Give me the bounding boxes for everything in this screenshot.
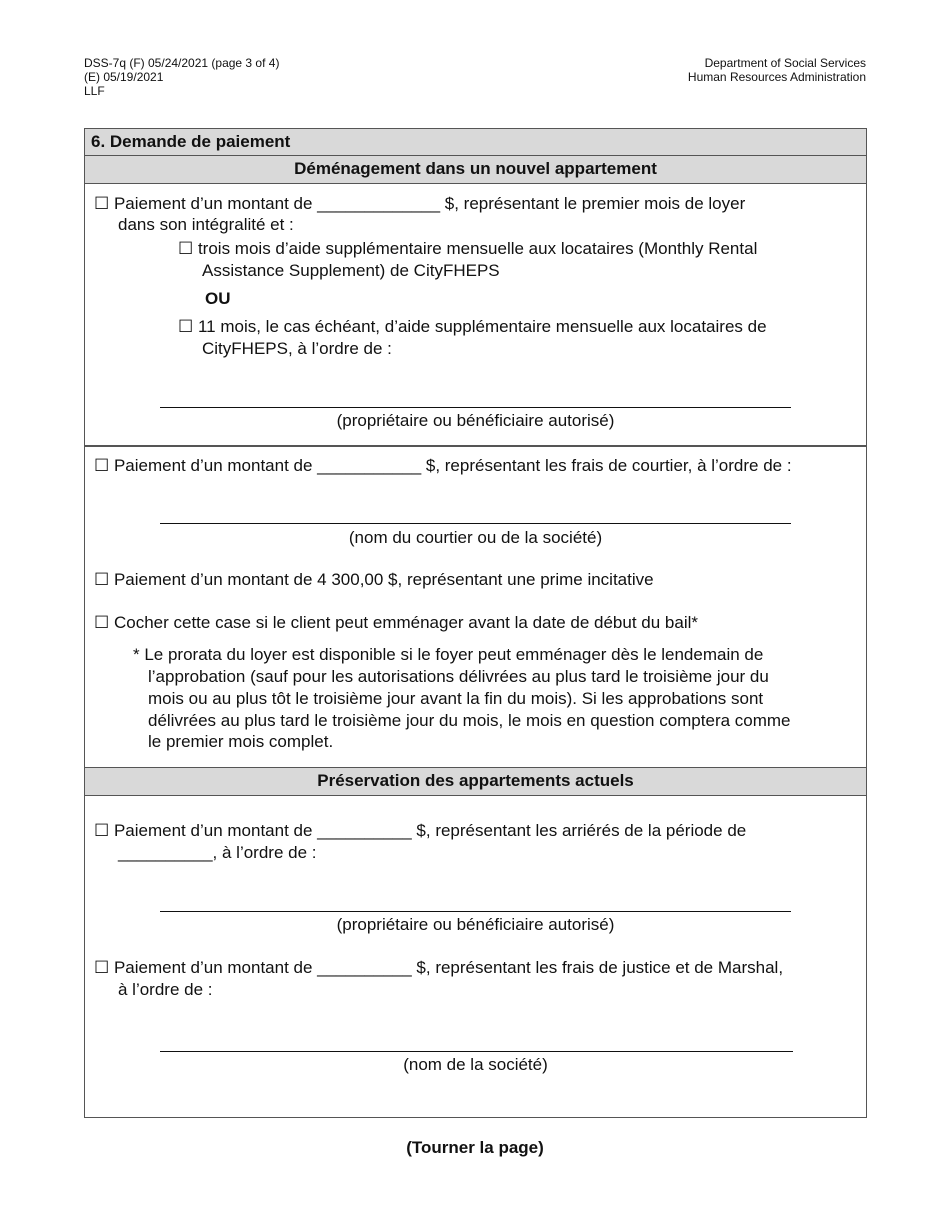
broker-fee-checkbox[interactable]: ☐ Paiement d’un montant de ___________ $, représentant les frais de courtier, à l’ordre de :	[94, 456, 792, 475]
form-id-header	[84, 56, 279, 98]
eleven-months-supplement-checkbox[interactable]: ☐ 11 mois, le cas échéant, d’aide supplémentaire mensuelle aux locataires de	[178, 317, 767, 336]
form-date: (E) 05/19/2021	[84, 70, 164, 84]
or-label: OU	[205, 289, 231, 308]
arrears-payee-label: (propriétaire ou bénéficiaire autorisé)	[336, 915, 615, 934]
court-marshal-fees-checkbox[interactable]: ☐ Paiement d’un montant de __________ $, représentant les frais de justice et de Marshal,	[94, 958, 784, 977]
agency-header	[688, 56, 866, 84]
footnote-line: délivrées au plus tard le troisième jour du mois, le mois en question comptera comme	[148, 711, 791, 730]
turn-page-note: (Tourner la page)	[406, 1138, 544, 1157]
footnote-line: le premier mois complet.	[148, 732, 334, 751]
payee-label: (propriétaire ou bénéficiaire autorisé)	[336, 411, 615, 430]
three-months-supplement-checkbox[interactable]: ☐ trois mois d’aide supplémentaire mensuelle aux locataires (Monthly Rental	[178, 239, 758, 258]
footnote-line: mois ou au plus tôt le troisième jour avant la fin du mois). Si les approbations sont	[148, 689, 764, 708]
arrears-period-text: __________, à l’ordre de :	[118, 843, 317, 862]
incentive-bonus-checkbox[interactable]: ☐ Paiement d’un montant de 4 300,00 $, représentant une prime incitative	[94, 570, 654, 589]
broker-name-line[interactable]	[160, 523, 791, 524]
footnote-line: * Le prorata du loyer est disponible si le foyer peut emménager dès le lendemain de	[133, 645, 764, 664]
court-marshal-fees-text: à l’ordre de :	[118, 980, 213, 999]
department-name: Department of Social Services	[704, 56, 866, 70]
preserve-heading: Préservation des appartements actuels	[317, 771, 634, 790]
three-months-supplement-text: Assistance Supplement) de CityFHEPS	[202, 261, 500, 280]
administration-name: Human Resources Administration	[687, 70, 866, 84]
arrears-payee-line[interactable]	[160, 911, 791, 912]
first-month-rent-text: dans son intégralité et :	[118, 215, 294, 234]
arrears-checkbox[interactable]: ☐ Paiement d’un montant de __________ $, représentant les arriérés de la période de	[94, 821, 747, 840]
payee-signature-line[interactable]	[160, 407, 791, 408]
company-name-line[interactable]	[160, 1051, 793, 1052]
form-number: DSS-7q (F) 05/24/2021 (page 3 of 4)	[84, 56, 280, 70]
broker-payee-label: (nom du courtier ou de la société)	[348, 528, 603, 547]
eleven-months-supplement-text: CityFHEPS, à l’ordre de :	[202, 339, 392, 358]
moving-heading: Déménagement dans un nouvel appartement	[294, 159, 657, 178]
first-month-rent-checkbox[interactable]: ☐ Paiement d’un montant de _____________ $, représentant le premier mois de loyer	[94, 194, 746, 213]
footnote-line: l’approbation (sauf pour les autorisations délivrées au plus tard le troisième jour du	[148, 667, 769, 686]
company-name-label: (nom de la société)	[403, 1055, 548, 1074]
form-code: LLF	[84, 84, 105, 98]
early-move-in-checkbox[interactable]: ☐ Cocher cette case si le client peut emménager avant la date de début du bail*	[94, 613, 698, 632]
section-title: 6. Demande de paiement	[91, 132, 291, 151]
